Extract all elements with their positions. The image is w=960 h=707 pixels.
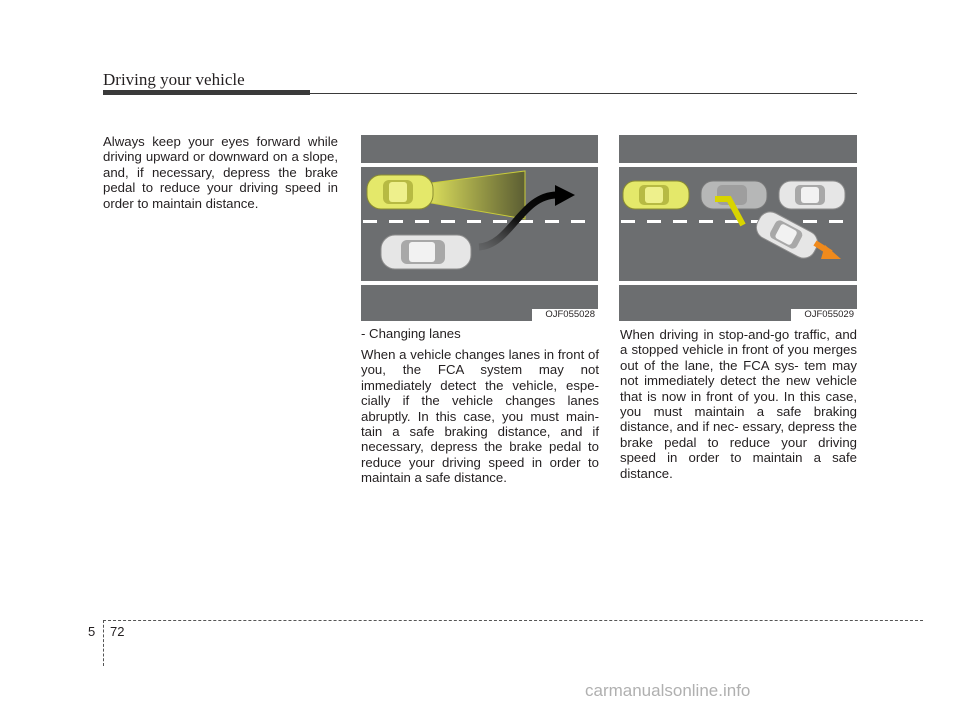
figure-code: OJF055028 <box>532 309 598 321</box>
figure-code: OJF055029 <box>791 309 857 321</box>
white-car-icon <box>381 235 471 269</box>
caption-changing-lanes: - Changing lanes <box>361 326 461 341</box>
watermark-text: carmanualsonline.info <box>585 681 751 700</box>
header-rule-thin <box>310 93 857 94</box>
section-title: Driving your vehicle <box>103 70 245 89</box>
lane-edge-bottom <box>619 281 857 285</box>
lane-edge-bottom <box>361 281 598 285</box>
column-1-text <box>103 134 338 211</box>
lane-dashes <box>363 220 585 223</box>
paragraph-stop-and-go: When driving in stop-and-go traffic, and a stopped vehicle in front of you merges out of the lane, the FCA sys- tem may not immediately detect the new vehicle that is now in front of you. In this case, you must maintain a safe braking distance, and if nec- essary, depress the brake pedal to reduce your driving speed in order to maintain a safe distance. <box>620 327 857 481</box>
stop-and-go-illustration <box>619 135 857 321</box>
changing-lanes-illustration <box>361 135 598 321</box>
yellow-car-icon <box>367 175 433 209</box>
column-3-text <box>620 327 857 481</box>
lane-dashes <box>621 220 843 223</box>
column-2-caption <box>361 326 599 341</box>
front-car-icon <box>779 181 845 209</box>
column-2-text <box>361 347 599 486</box>
footer-vertical-rule <box>103 620 104 666</box>
footer-rule <box>103 620 923 621</box>
figure-changing-lanes <box>361 135 598 321</box>
chapter-number: 5 <box>88 624 96 639</box>
yellow-car-icon <box>623 181 689 209</box>
paragraph-slope-warning: Always keep your eyes forward while driving upward or downward on a slope, and, if necessary, depress the brake pedal to reduce your driving speed in order to maintain distance. <box>103 134 338 211</box>
paragraph-changing-lanes: When a vehicle changes lanes in front of you, the FCA system may not immediately detect the vehicle, espe- cially if the vehicle changes lanes abruptly. In this case, you must main- tain a safe braking distance, and if necessary, depress the brake pedal to reduce your driving speed in order to maintain a safe distance. <box>361 347 599 486</box>
page-number: 72 <box>110 624 125 639</box>
lane-edge-top <box>361 163 598 167</box>
lane-edge-top <box>619 163 857 167</box>
figure-stop-and-go <box>619 135 857 321</box>
header-rule-thick <box>103 90 310 95</box>
